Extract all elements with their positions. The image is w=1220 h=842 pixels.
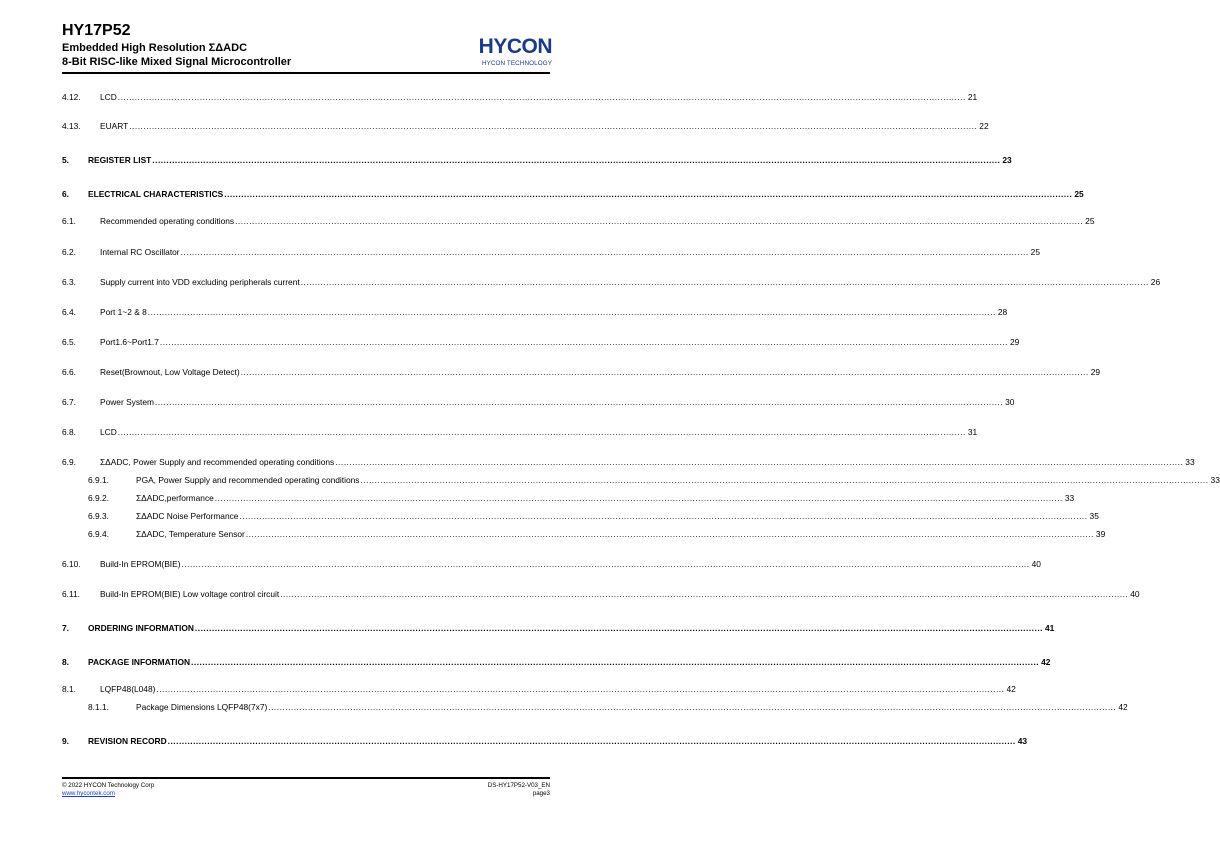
toc-entry-title: Build-In EPROM(BIE) bbox=[100, 559, 181, 569]
toc-leader-dots: ............................................................................................................................................................................................................................................................................................................ bbox=[181, 559, 1030, 569]
toc-entry-page: 40 bbox=[1031, 559, 1041, 569]
toc-entry-page: 41 bbox=[1044, 623, 1055, 633]
toc-entry-number: 6.7. bbox=[62, 397, 76, 407]
header-subtitle-2: 8-Bit RISC-like Mixed Signal Microcontroller bbox=[62, 56, 292, 68]
toc-entry[interactable] bbox=[62, 473, 1220, 487]
toc-entry-page: 33 bbox=[1185, 457, 1195, 467]
toc-entry-title: Build-In EPROM(BIE) Low voltage control circuit bbox=[100, 589, 280, 599]
toc-leader-dots: ............................................................................................................................................................................................................................................................................................................ bbox=[191, 657, 1040, 667]
toc-entry[interactable] bbox=[62, 245, 1040, 259]
toc-leader-dots: ............................................................................................................................................................................................................................................................................................................ bbox=[155, 397, 1004, 407]
toc-entry[interactable] bbox=[62, 305, 1008, 319]
toc-entry-title: LQFP48(L048) bbox=[100, 684, 156, 694]
toc-entry[interactable] bbox=[62, 621, 1055, 635]
toc-entry[interactable] bbox=[62, 153, 1012, 167]
toc-leader-dots: ............................................................................................................................................................................................................................................................................................................ bbox=[117, 92, 966, 102]
toc-leader-dots: ............................................................................................................................................................................................................................................................................................................ bbox=[335, 457, 1184, 467]
toc-entry[interactable] bbox=[62, 425, 978, 439]
hycon-logo bbox=[472, 36, 552, 70]
toc-entry[interactable] bbox=[62, 700, 1128, 714]
toc-entry-number: 6.4. bbox=[62, 307, 76, 317]
toc-entry-number: 6.9.4. bbox=[88, 529, 109, 539]
toc-leader-dots: ............................................................................................................................................................................................................................................................................................................ bbox=[129, 121, 978, 131]
toc-entry-number: 4.12. bbox=[62, 92, 81, 102]
logo-tagline: HYCON TECHNOLOGY bbox=[481, 60, 552, 67]
toc-entry-title: EUART bbox=[100, 121, 129, 131]
toc-leader-dots: ............................................................................................................................................................................................................................................................................................................ bbox=[180, 247, 1029, 257]
toc-entry-page: 25 bbox=[1085, 216, 1095, 226]
toc-entry[interactable] bbox=[62, 365, 1101, 379]
toc-leader-dots: ............................................................................................................................................................................................................................................................................................................ bbox=[360, 475, 1209, 485]
toc-entry-title: ΣΔADC,performance bbox=[136, 493, 214, 503]
footer-divider bbox=[62, 777, 550, 779]
toc-entry-number: 6.10. bbox=[62, 559, 81, 569]
toc-leader-dots: ............................................................................................................................................................................................................................................................................................................ bbox=[117, 427, 966, 437]
toc-entry-number: 6.9.3. bbox=[88, 511, 109, 521]
toc-leader-dots: ............................................................................................................................................................................................................................................................................................................ bbox=[156, 684, 1005, 694]
toc-entry[interactable] bbox=[62, 734, 1028, 748]
toc-entry-title: ΣΔADC, Power Supply and recommended operating conditions bbox=[100, 457, 335, 467]
toc-leader-dots: ............................................................................................................................................................................................................................................................................................................ bbox=[194, 623, 1043, 633]
toc-leader-dots: ............................................................................................................................................................................................................................................................................................................ bbox=[245, 529, 1094, 539]
toc-entry-title: REGISTER LIST bbox=[88, 155, 152, 165]
toc-entry-title: Power System bbox=[100, 397, 154, 407]
copyright-text: © 2022 HYCON Technology Corp bbox=[62, 782, 155, 789]
toc-entry-page: 30 bbox=[1005, 397, 1015, 407]
toc-entry-page: 25 bbox=[1074, 189, 1084, 199]
toc-entry[interactable] bbox=[62, 187, 1084, 201]
toc-entry-title: ΣΔADC, Temperature Sensor bbox=[136, 529, 245, 539]
toc-entry-number: 6.2. bbox=[62, 247, 76, 257]
document-id: DS-HY17P52-V03_EN bbox=[487, 782, 550, 789]
toc-entry-page: 42 bbox=[1006, 684, 1016, 694]
toc-entry-title: LCD bbox=[100, 427, 117, 437]
toc-entry-number: 6.11. bbox=[62, 589, 81, 599]
toc-leader-dots: ............................................................................................................................................................................................................................................................................................................ bbox=[300, 277, 1149, 287]
toc-entry[interactable] bbox=[62, 655, 1051, 669]
toc-leader-dots: ............................................................................................................................................................................................................................................................................................................ bbox=[147, 307, 996, 317]
toc-entry-title: ORDERING INFORMATION bbox=[88, 623, 194, 633]
toc-entry-page: 43 bbox=[1017, 736, 1028, 746]
toc-entry[interactable] bbox=[62, 335, 1020, 349]
footer-right bbox=[488, 782, 550, 798]
toc-entry-page: 42 bbox=[1118, 702, 1128, 712]
toc-entry-number: 6. bbox=[62, 189, 69, 199]
header-divider bbox=[62, 72, 550, 74]
toc-entry-page: 25 bbox=[1030, 247, 1040, 257]
toc-entry-number: 4.13. bbox=[62, 121, 81, 131]
toc-entry[interactable] bbox=[62, 119, 989, 133]
model-name: HY17P52 bbox=[62, 22, 131, 39]
toc-entry-title: Reset(Brownout, Low Voltage Detect) bbox=[100, 367, 240, 377]
toc-leader-dots: ............................................................................................................................................................................................................................................................................................................ bbox=[240, 367, 1089, 377]
header-subtitle-1: Embedded High Resolution ΣΔADC bbox=[62, 42, 248, 54]
toc-entry-number: 6.9. bbox=[62, 457, 76, 467]
toc-entry-number: 8.1. bbox=[62, 684, 76, 694]
toc-leader-dots: ............................................................................................................................................................................................................................................................................................................ bbox=[235, 216, 1084, 226]
toc-entry-title: Recommended operating conditions bbox=[100, 216, 235, 226]
toc-entry-number: 6.8. bbox=[62, 427, 76, 437]
toc-entry-title: Port 1~2 & 8 bbox=[100, 307, 147, 317]
toc-entry-title: REVISION RECORD bbox=[88, 736, 167, 746]
toc-entry[interactable] bbox=[62, 214, 1095, 228]
toc-entry-page: 39 bbox=[1095, 529, 1106, 539]
toc-entry-page: 42 bbox=[1041, 657, 1051, 667]
toc-entry-title: LCD bbox=[100, 92, 117, 102]
toc-entry[interactable] bbox=[62, 682, 1016, 696]
toc-entry-title: ΣΔADC Noise Performance bbox=[136, 511, 239, 521]
toc-entry-page: 31 bbox=[967, 427, 978, 437]
toc-entry-number: 6.9.1. bbox=[88, 475, 109, 485]
toc-entry-number: 7. bbox=[62, 623, 69, 633]
toc-entry-title: Port1.6~Port1.7 bbox=[100, 337, 159, 347]
toc-leader-dots: ............................................................................................................................................................................................................................................................................................................ bbox=[167, 736, 1016, 746]
toc-entry[interactable] bbox=[62, 509, 1099, 523]
toc-leader-dots: ............................................................................................................................................................................................................................................................................................................ bbox=[268, 702, 1117, 712]
toc-entry-title: PGA, Power Supply and recommended operating conditions bbox=[136, 475, 360, 485]
toc-entry[interactable] bbox=[62, 455, 1195, 469]
toc-leader-dots: ............................................................................................................................................................................................................................................................................................................ bbox=[280, 589, 1129, 599]
toc-entry-number: 5. bbox=[62, 155, 69, 165]
toc-entry[interactable] bbox=[62, 587, 1140, 601]
toc-leader-dots: ............................................................................................................................................................................................................................................................................................................ bbox=[214, 493, 1063, 503]
toc-entry-title: Supply current into VDD excluding peripherals current bbox=[100, 277, 300, 287]
toc-entry[interactable] bbox=[62, 527, 1106, 541]
toc-entry[interactable] bbox=[62, 275, 1161, 289]
toc-entry-number: 6.3. bbox=[62, 277, 76, 287]
website-link[interactable]: www.hycontek.com bbox=[62, 790, 115, 797]
toc-entry[interactable] bbox=[62, 557, 1041, 571]
toc-entry-number: 8. bbox=[62, 657, 69, 667]
toc-entry-number: 9. bbox=[62, 736, 69, 746]
toc-entry-page: 40 bbox=[1130, 589, 1140, 599]
toc-leader-dots: ............................................................................................................................................................................................................................................................................................................ bbox=[224, 189, 1073, 199]
toc-entry[interactable] bbox=[62, 395, 1015, 409]
toc-entry-page: 26 bbox=[1150, 277, 1161, 287]
toc-entry-page: 33 bbox=[1064, 493, 1075, 503]
toc-entry-number: 8.1.1. bbox=[88, 702, 109, 712]
toc-entry-page: 29 bbox=[1090, 367, 1101, 377]
logo-wordmark: HYCON bbox=[478, 35, 552, 58]
toc-leader-dots: ............................................................................................................................................................................................................................................................................................................ bbox=[159, 337, 1008, 347]
toc-leader-dots: ............................................................................................................................................................................................................................................................................................................ bbox=[152, 155, 1001, 165]
toc-entry[interactable] bbox=[62, 90, 978, 104]
toc-entry-title: Package Dimensions LQFP48(7x7) bbox=[136, 702, 268, 712]
toc-leader-dots: ............................................................................................................................................................................................................................................................................................................ bbox=[239, 511, 1088, 521]
toc-entry-title: PACKAGE INFORMATION bbox=[88, 657, 191, 667]
toc-entry-title: ELECTRICAL CHARACTERISTICS bbox=[88, 189, 224, 199]
toc-entry-title: Internal RC Oscillator bbox=[100, 247, 180, 257]
toc-entry-page: 22 bbox=[979, 121, 989, 131]
toc-entry-number: 6.6. bbox=[62, 367, 76, 377]
toc-entry-page: 35 bbox=[1089, 511, 1099, 521]
toc-entry-page: 23 bbox=[1002, 155, 1012, 165]
footer-left bbox=[62, 782, 154, 798]
toc-entry-number: 6.9.2. bbox=[88, 493, 109, 503]
page-number: page3 bbox=[532, 790, 550, 797]
toc-entry-page: 29 bbox=[1009, 337, 1020, 347]
toc-entry-page: 33 bbox=[1210, 475, 1220, 485]
toc-entry-number: 6.5. bbox=[62, 337, 76, 347]
toc-entry-page: 28 bbox=[997, 307, 1008, 317]
toc-entry-number: 6.1. bbox=[62, 216, 76, 226]
toc-entry[interactable] bbox=[62, 491, 1075, 505]
toc-entry-page: 21 bbox=[967, 92, 978, 102]
page-header bbox=[62, 22, 552, 72]
